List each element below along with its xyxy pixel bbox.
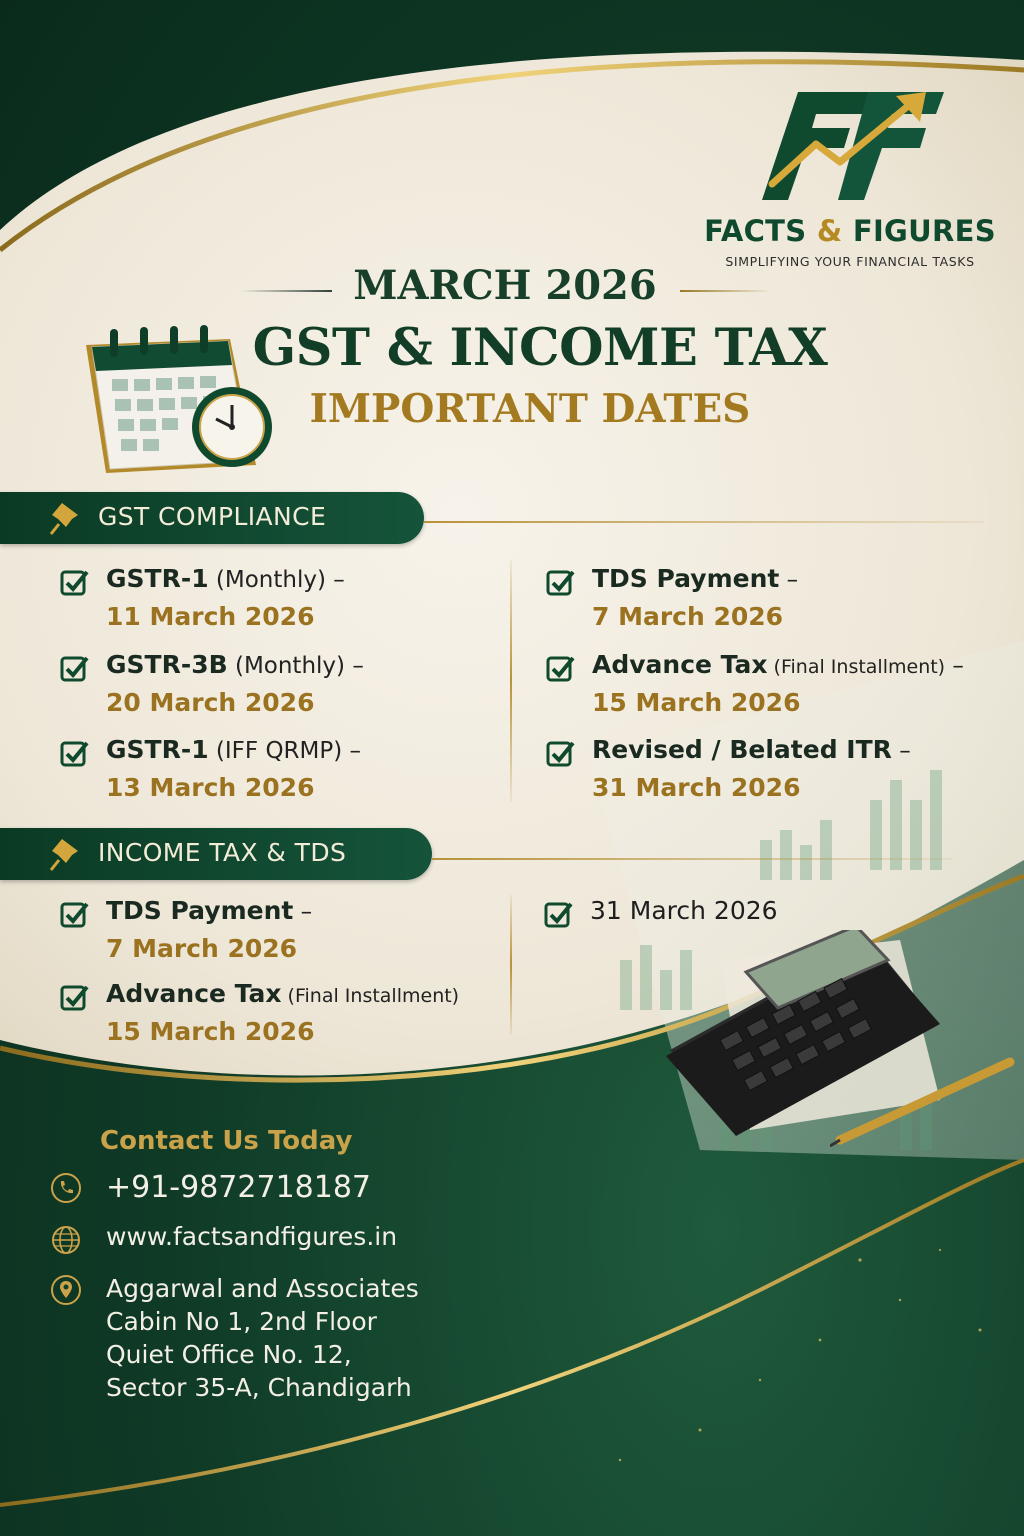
checkbox-checked-icon — [544, 900, 574, 930]
checkbox-checked-icon — [60, 739, 90, 769]
due-date: 13 March 2026 — [106, 773, 315, 802]
pushpin-icon — [48, 501, 82, 537]
column-divider-income-tax — [510, 895, 512, 1035]
header-month: MARCH 2026 — [353, 262, 657, 309]
checkbox-checked-icon — [546, 654, 576, 684]
checkbox-checked-icon — [546, 568, 576, 598]
due-date: 7 March 2026 — [592, 602, 784, 631]
page-title: GST & INCOME TAX — [252, 318, 828, 378]
section-label-gst: GST COMPLIANCE — [98, 502, 327, 531]
address-line: Sector 35-A, Chandigarh — [106, 1373, 412, 1402]
address-line: Aggarwal and Associates — [106, 1274, 419, 1303]
due-date: 15 March 2026 — [592, 688, 801, 717]
address-line: Cabin No 1, 2nd Floor — [106, 1307, 377, 1336]
ff-logo-arrow-icon — [758, 84, 948, 204]
due-date: 20 March 2026 — [106, 688, 315, 717]
page-subtitle: IMPORTANT DATES — [309, 386, 751, 432]
checkbox-checked-icon — [546, 739, 576, 769]
due-date: 15 March 2026 — [106, 1017, 315, 1046]
location-pin-icon — [50, 1274, 82, 1306]
phone-number[interactable]: +91-9872718187 — [106, 1170, 372, 1205]
due-date: 31 March 2026 — [592, 773, 801, 802]
checkbox-checked-icon — [60, 568, 90, 598]
section-rule-income-tax — [432, 858, 952, 860]
calendar-clock-icon — [60, 325, 280, 485]
website-link[interactable]: www.factsandfigures.in — [106, 1222, 398, 1251]
due-date: 11 March 2026 — [106, 602, 315, 631]
section-rule-gst — [424, 521, 984, 523]
checkbox-checked-icon — [60, 654, 90, 684]
section-banner-income-tax — [0, 828, 432, 880]
pen-icon — [830, 1050, 1024, 1150]
globe-icon — [50, 1224, 82, 1256]
pushpin-icon — [48, 837, 82, 873]
contact-title: Contact Us Today — [100, 1126, 353, 1156]
poster: FACTS & FIGURES SIMPLIFYING YOUR FINANCIAL TASKS MARCH 2026 GST & INCOME TAX IMPORTANT DATES GST COMPLIANCE GSTR-1 (Monthly) – 11 March 2026 GSTR-3B (Monthly) – 20 March 2026 GSTR-1 (IFF QRMP) – 13 March 2026 TDS Payment – 7 March 2026 Advance Tax (Final Installment) – 15 March 2026 Revised / Belated ITR – 31 March 2026 INCOME TAX & TDS TDS Payment – 7 March 2026 Advance Tax (Final Installment) 15 March 2026 31 March 2026 Contact Us Today +91-9872718187 www.factsandfigures.in Aggarwal and Associates Cabin No 1, 2nd Floor Quiet Office No. 12, Sector 35-A, Chandigarh — [0, 0, 1024, 1536]
phone-icon — [50, 1172, 82, 1204]
checkbox-checked-icon — [60, 983, 90, 1013]
checkbox-checked-icon — [60, 900, 90, 930]
brand-tagline: SIMPLIFYING YOUR FINANCIAL TASKS — [725, 254, 975, 269]
address-line: Quiet Office No. 12, — [106, 1340, 352, 1369]
brand-logo — [700, 84, 1000, 274]
section-label-income-tax: INCOME TAX & TDS — [98, 838, 347, 867]
due-date: 7 March 2026 — [106, 934, 298, 963]
section-banner-gst — [0, 492, 424, 544]
column-divider-gst — [510, 560, 512, 802]
due-date: 31 March 2026 — [590, 896, 778, 925]
brand-name: FACTS & FIGURES — [704, 214, 996, 248]
